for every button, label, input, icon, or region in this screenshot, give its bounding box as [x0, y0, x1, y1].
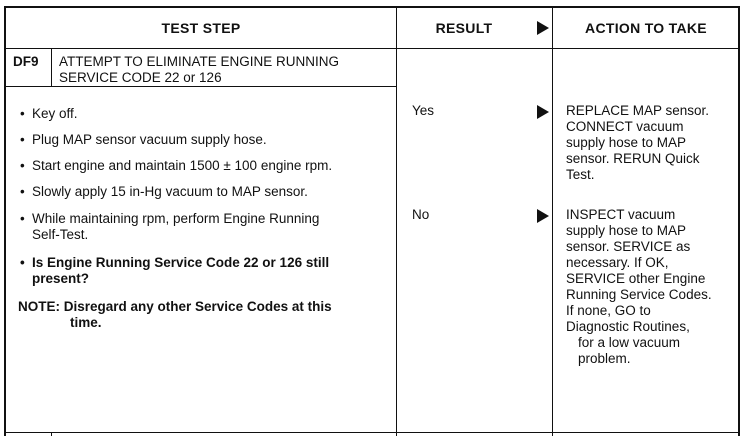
test-step-table	[4, 6, 740, 436]
header-arrow-icon	[537, 21, 549, 35]
bullet-apply-vacuum: • Slowly apply 15 in-Hg vacuum to MAP sensor.	[32, 184, 308, 200]
step-title-line2: SERVICE CODE 22 or 126	[59, 70, 222, 85]
action-yes-line4: sensor. RERUN Quick	[566, 151, 700, 166]
action-no-line4: necessary. If OK,	[566, 255, 669, 270]
header-result: RESULT	[435, 20, 493, 36]
result-yes: Yes	[412, 103, 435, 118]
bottom-stub	[51, 432, 52, 436]
action-no-line6: Running Service Codes.	[566, 287, 712, 302]
action-no-line7: If none, GO to	[566, 303, 651, 318]
step-id-divider	[51, 48, 52, 86]
action-yes-line2: CONNECT vacuum	[566, 119, 684, 134]
result-yes-arrow-icon	[537, 105, 549, 119]
note-line1: NOTE: Disregard any other Service Codes at this	[18, 299, 332, 314]
action-no-line3: sensor. SERVICE as	[566, 239, 691, 254]
step-title-line1: ATTEMPT TO ELIMINATE ENGINE RUNNING	[59, 54, 340, 69]
action-no-line8: Diagnostic Routines,	[566, 319, 690, 334]
action-yes-line1: REPLACE MAP sensor.	[566, 103, 710, 118]
bullet-key-off: • Key off.	[32, 106, 78, 122]
action-yes-line3: supply hose to MAP	[566, 135, 687, 150]
header-divider	[6, 48, 740, 49]
bullet-start-engine: • Start engine and maintain 1500 ± 100 engine rpm.	[32, 158, 332, 174]
header-test-step: TEST STEP	[161, 20, 241, 36]
action-no-line2: supply hose to MAP	[566, 223, 687, 238]
step-id: DF9	[13, 54, 39, 69]
bullet-self-test-line1: • While maintaining rpm, perform Engine Running	[32, 211, 319, 227]
action-yes-line5: Test.	[566, 167, 595, 182]
header-action-to-take: ACTION TO TAKE	[585, 20, 707, 36]
action-no-line9: for a low vacuum	[578, 335, 681, 350]
column-divider-step-result	[396, 8, 397, 436]
result-no: No	[412, 207, 430, 222]
bullet-plug-hose: • Plug MAP sensor vacuum supply hose.	[32, 132, 267, 148]
bullet-question-line2: present?	[32, 271, 90, 286]
column-divider-result-action	[552, 8, 553, 436]
action-no-line10: problem.	[578, 351, 631, 366]
result-no-arrow-icon	[537, 209, 549, 223]
table-bottom-line	[6, 432, 740, 433]
action-no-line5: SERVICE other Engine	[566, 271, 706, 286]
step-title-divider	[6, 86, 396, 87]
bullet-question-line1: • Is Engine Running Service Code 22 or 126 still	[32, 255, 329, 271]
note-line2: time.	[70, 315, 102, 330]
bullet-self-test-line2: Self-Test.	[32, 227, 89, 242]
action-no-line1: INSPECT vacuum	[566, 207, 676, 222]
